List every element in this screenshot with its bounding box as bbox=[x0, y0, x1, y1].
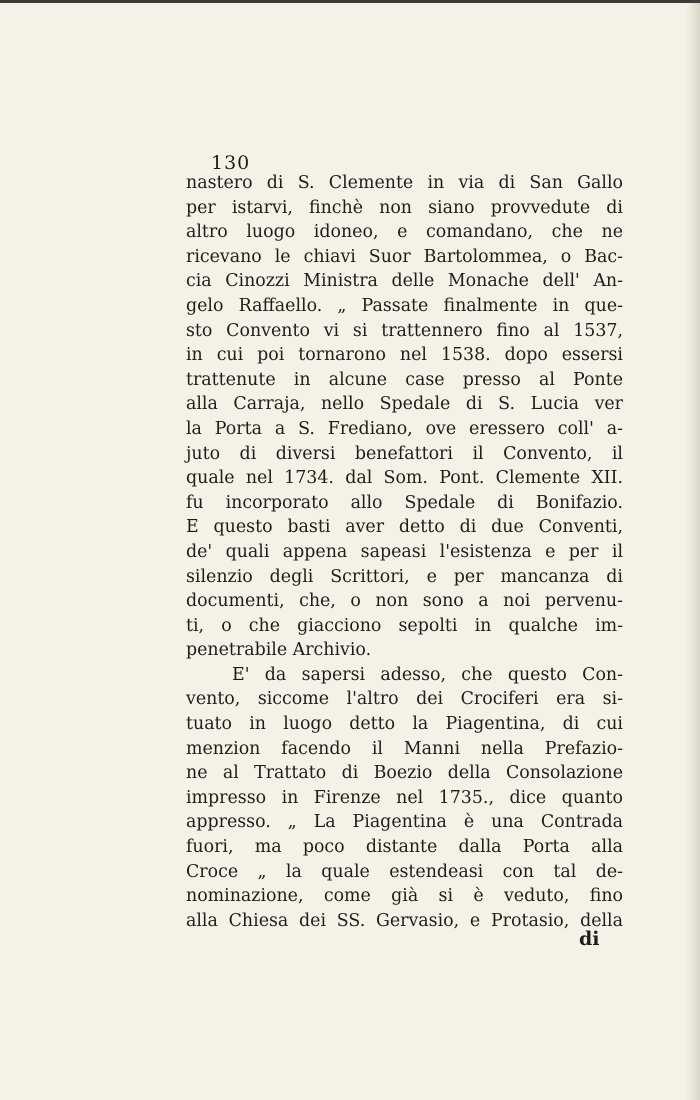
text-line: ti, o che giacciono sepolti in qualche im- bbox=[186, 615, 623, 636]
text-line: ne al Trattato di Boezio della Consolazione bbox=[186, 763, 623, 784]
text-line: alla Chiesa dei SS. Gervasio, e Protasio, della bbox=[186, 910, 623, 931]
text-line: appresso. „ La Piagentina è una Contrada bbox=[186, 812, 623, 833]
text-line: nominazione, come già si è veduto, fino bbox=[186, 886, 623, 907]
text-line: alla Carraja, nello Spedale di S. Lucia ver bbox=[186, 394, 623, 415]
text-line: sto Convento vi si trattennero fino al 1537, bbox=[186, 320, 623, 341]
text-line: impresso in Firenze nel 1735., dice quanto bbox=[186, 787, 623, 808]
text-line: documenti, che, o non sono a noi pervenu- bbox=[186, 591, 623, 612]
text-line: E' da sapersi adesso, che questo Con- bbox=[232, 664, 623, 685]
text-line: de' quali appena sapeasi l'esistenza e per il bbox=[186, 541, 623, 562]
text-line: penetrabile Archivio. bbox=[186, 640, 372, 661]
text-line: ricevano le chiavi Suor Bartolommea, o Bac- bbox=[186, 246, 623, 267]
page-number: 130 bbox=[211, 152, 251, 174]
text-line: in cui poi tornarono nel 1538. dopo essersi bbox=[186, 345, 623, 366]
text-line: quale nel 1734. dal Som. Pont. Clemente XII. bbox=[186, 468, 623, 489]
text-line: trattenute in alcune case presso al Ponte bbox=[186, 369, 623, 390]
text-line: la Porta a S. Frediano, ove eressero coll' a- bbox=[186, 418, 623, 439]
text-line: fu incorporato allo Spedale di Bonifazio. bbox=[186, 492, 623, 513]
text-line: tuato in luogo detto la Piagentina, di cui bbox=[186, 714, 623, 735]
text-line: cia Cinozzi Ministra delle Monache dell' An- bbox=[186, 271, 623, 292]
text-line: nastero di S. Clemente in via di San Gallo bbox=[186, 173, 623, 193]
catchword: di bbox=[579, 928, 600, 950]
text-line: Croce „ la quale estendeasi con tal de- bbox=[186, 861, 623, 882]
text-line: gelo Raffaello. „ Passate finalmente in que- bbox=[186, 295, 623, 316]
text-line: altro luogo idoneo, e comandano, che ne bbox=[186, 222, 623, 243]
text-line: silenzio degli Scrittori, e per mancanza di bbox=[186, 566, 623, 587]
text-line: vento, siccome l'altro dei Crociferi era si- bbox=[186, 689, 623, 710]
text-line: menzion facendo il Manni nella Prefazio- bbox=[186, 738, 623, 759]
text-line: per istarvi, finchè non siano provvedute di bbox=[186, 197, 623, 218]
text-line: fuori, ma poco distante dalla Porta alla bbox=[186, 837, 623, 858]
body-text bbox=[186, 171, 623, 933]
text-line: E questo basti aver detto di due Conventi, bbox=[186, 517, 623, 538]
text-line: juto di diversi benefattori il Convento, il bbox=[186, 443, 623, 464]
